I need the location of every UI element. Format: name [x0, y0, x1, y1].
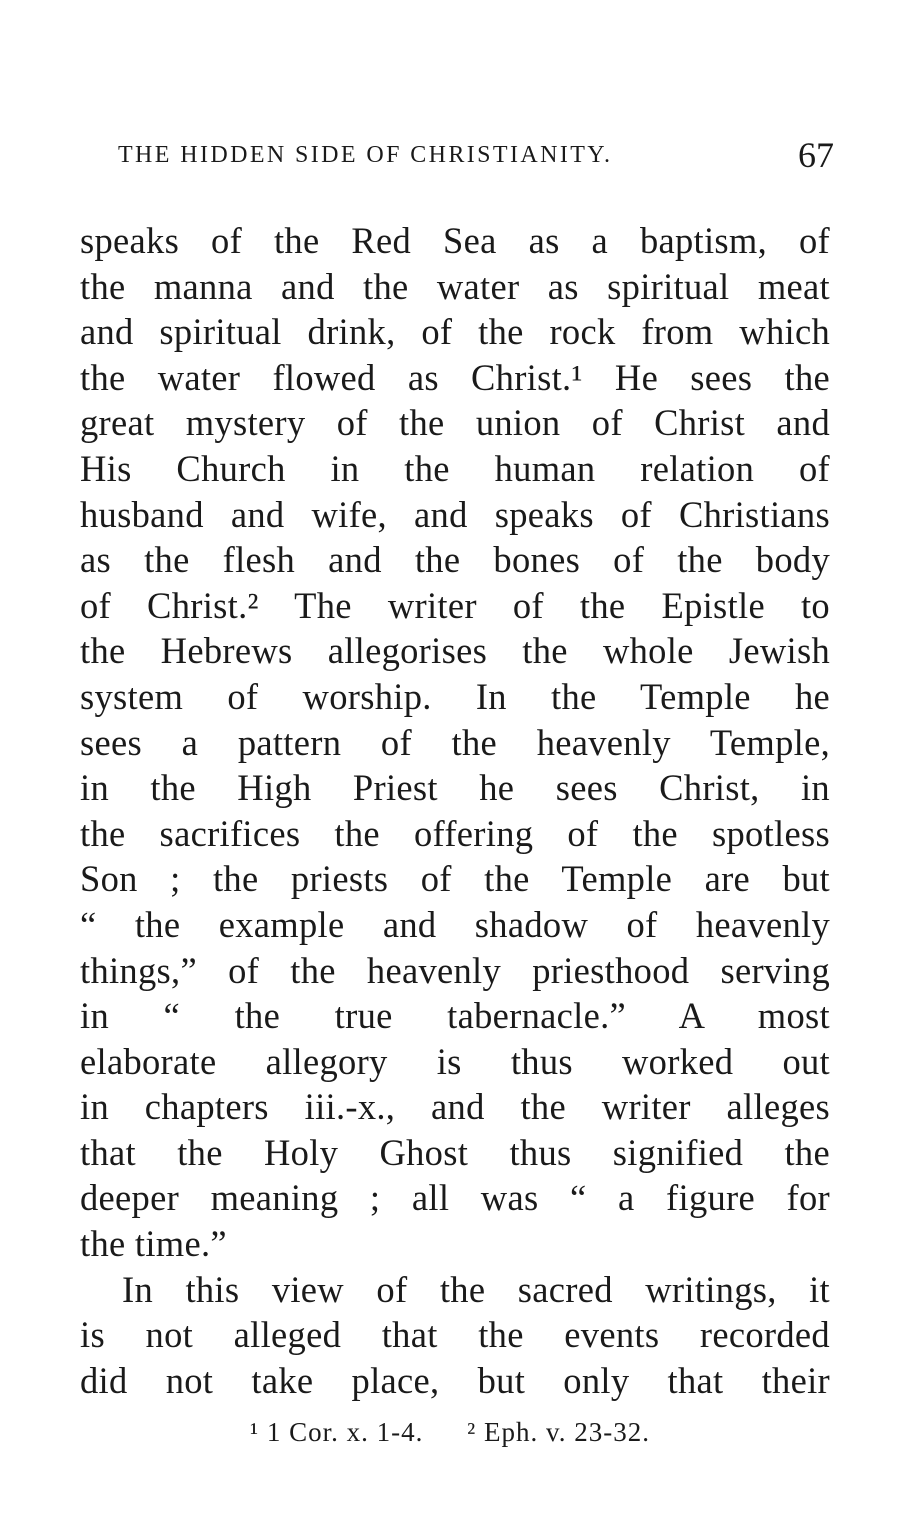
running-title: THE HIDDEN SIDE OF CHRISTIANITY. [118, 142, 613, 168]
text-line: “ the example and shadow of heavenly [80, 903, 830, 945]
text-line: system of worship. In the Temple he [80, 675, 830, 717]
text-line: the manna and the water as spiritual meat [80, 265, 830, 307]
text-line: deeper meaning ; all was “ a figure for [80, 1177, 830, 1219]
text-line: and spiritual drink, of the rock from which [80, 311, 830, 353]
text-line: speaks of the Red Sea as a baptism, of [80, 220, 830, 261]
text-line: His Church in the human relation of [80, 447, 830, 489]
text-line: In this view of the sacred writings, it [122, 1268, 830, 1310]
footnote-2: ² Eph. v. 23-32. [467, 1417, 650, 1447]
running-header [118, 135, 834, 175]
paragraph-1 [80, 218, 830, 1267]
text-line: of Christ.² The writer of the Epistle to [80, 584, 830, 626]
body-text [80, 218, 830, 1403]
text-line: husband and wife, and speaks of Christians [80, 493, 830, 535]
text-line: great mystery of the union of Christ and [80, 402, 830, 444]
text-line: sees a pattern of the heavenly Temple, [80, 721, 830, 763]
text-line: the time.” [80, 1223, 227, 1265]
text-line: did not take place, but only that their [80, 1359, 830, 1401]
page-number: 67 [798, 135, 834, 175]
text-line: is not alleged that the events recorded [80, 1314, 830, 1356]
text-line: things,” of the heavenly priesthood serving [80, 949, 830, 991]
text-line: the water flowed as Christ.¹ He sees the [80, 356, 830, 398]
footnotes [0, 1417, 900, 1448]
text-line: in the High Priest he sees Christ, in [80, 767, 830, 809]
text-line: that the Holy Ghost thus signified the [80, 1131, 830, 1173]
text-line: Son ; the priests of the Temple are but [80, 858, 830, 900]
footnote-1: ¹ 1 Cor. x. 1-4. [250, 1417, 424, 1447]
text-line: the sacrifices the offering of the spotless [80, 812, 830, 854]
text-line: the Hebrews allegorises the whole Jewish [80, 630, 830, 672]
text-line: as the flesh and the bones of the body [80, 539, 830, 581]
text-line: in chapters iii.-x., and the writer alleges [80, 1086, 830, 1128]
text-line: elaborate allegory is thus worked out [80, 1040, 830, 1082]
paragraph-2 [80, 1267, 830, 1404]
text-line: in “ the true tabernacle.” A most [80, 995, 830, 1037]
